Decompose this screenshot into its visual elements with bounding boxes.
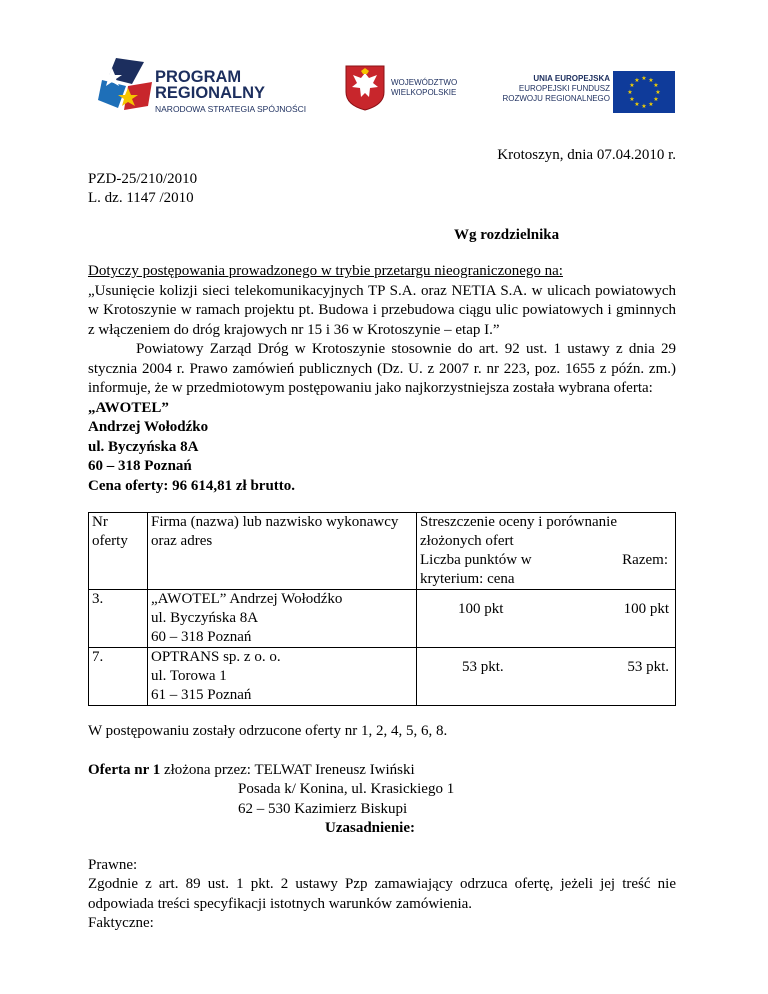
reference-ldz: L. dz. 1147 /2010 [88, 190, 194, 206]
row-firm [148, 648, 417, 706]
letterhead [0, 52, 768, 118]
program-regionalny-logo [98, 56, 158, 114]
voivodeship-line-2: WIELKOPOLSKIE [391, 88, 457, 97]
wielkopolska-eagle-shield-icon [345, 65, 385, 111]
table-header-row [89, 513, 676, 590]
row-nr: 7. [89, 648, 148, 706]
justification-heading: Uzasadnienie: [325, 820, 415, 836]
subject-heading: Dotyczy postępowania prowadzonego w trybie przetargu nieograniczonego na: [88, 263, 563, 279]
row-firm-city: 61 – 315 Poznań [151, 687, 252, 703]
table-row [89, 590, 676, 648]
reference-number: PZD-25/210/2010 [88, 170, 198, 187]
winner-person: Andrzej Wołodźko [88, 419, 209, 435]
header-sub-row [420, 551, 672, 589]
rejected-offers: W postępowaniu zostały odrzucone oferty nr 1, 2, 4, 5, 6, 8. [88, 723, 448, 739]
header-summary: Streszczenie oceny i porównanie złożonych ofert [420, 514, 617, 549]
offers-table [88, 512, 676, 706]
svg-text:★: ★ [648, 101, 654, 108]
svg-text:★: ★ [653, 82, 659, 89]
svg-text:★: ★ [655, 89, 661, 96]
svg-text:★: ★ [629, 82, 635, 89]
eu-line-2: EUROPEJSKI FUNDUSZ [518, 84, 610, 93]
eu-line-1: UNIA EUROPEJSKA [533, 74, 610, 83]
legal-text: Zgodnie z art. 89 ust. 1 pkt. 2 ustawy Pzp zamawiający odrzuca ofertę, jeżeli jej treść nie odpowiada treści specyfikacji istotnych warunków zamówienia. [88, 876, 676, 912]
header-summary-cell [417, 513, 676, 590]
wielkopolska-text [391, 78, 457, 98]
intro-paragraph: Powiatowy Zarząd Dróg w Krotoszynie stosownie do art. 92 ust. 1 ustawy z dnia 29 stycznia 2004 r. Prawo zamówień publicznych (Dz. U. z 2007 r. nr 223, poz. 1655 z późn. zm.) informuje, że w przedmiotowym postępowaniu jako najkorzystniejsza została wybrana oferta: [88, 341, 676, 396]
offer-address-1: Posada k/ Konina, ul. Krasickiego 1 [238, 781, 455, 797]
header-points: Liczba punktów w kryterium: cena [420, 552, 532, 587]
svg-text:★: ★ [627, 89, 633, 96]
svg-text:★: ★ [653, 96, 659, 103]
svg-text:★: ★ [648, 77, 654, 84]
legal-label: Prawne: [88, 856, 138, 873]
winner-street: ul. Byczyńska 8A [88, 438, 199, 455]
letter-body [88, 146, 676, 934]
place-date: Krotoszyn, dnia 07.04.2010 r. [497, 147, 676, 163]
offer-1-line [88, 761, 676, 781]
row-firm-name: OPTRANS sp. z o. o. [151, 649, 281, 665]
row-points: 53 pkt. [462, 659, 504, 675]
row-nr: 3. [89, 590, 148, 648]
row-points-values [420, 648, 672, 677]
header-firm: Firma (nazwa) lub nazwisko wykonawcy oraz adres [148, 513, 417, 590]
factual-label: Faktyczne: [88, 915, 154, 931]
row-points-values [420, 590, 672, 619]
svg-text:★: ★ [641, 75, 647, 82]
row-firm-city: 60 – 318 Poznań [151, 629, 252, 645]
program-title-1: PROGRAM [155, 68, 242, 86]
program-regionalny-text [155, 70, 306, 114]
row-firm-street: ul. Torowa 1 [151, 668, 227, 684]
row-total: 53 pkt. [627, 659, 669, 675]
eu-line-3: ROZWOJU REGIONALNEGO [502, 94, 610, 103]
row-total: 100 pkt [623, 601, 669, 617]
winner-name: „AWOTEL” [88, 399, 169, 416]
offer-by: złożona przez: TELWAT Ireneusz Iwiński [160, 761, 415, 778]
row-firm-street: ul. Byczyńska 8A [151, 610, 259, 626]
table-row [89, 648, 676, 706]
eu-text [502, 74, 610, 104]
row-points-cell [417, 590, 676, 648]
row-points-cell [417, 648, 676, 706]
svg-text:★: ★ [634, 77, 640, 84]
row-points: 100 pkt [458, 601, 504, 617]
svg-text:★: ★ [634, 101, 640, 108]
row-firm-name: „AWOTEL” Andrzej Wołodźko [151, 591, 343, 607]
subject-body: „Usunięcie kolizji sieci telekomunikacyjnych TP S.A. oraz NETIA S.A. w ulicach powiatowych w Krotoszynie w ramach projektu pt. Budowa i przebudowa ciągu ulic powiatowych i gminnych z włączeniem do dróg krajowych nr 15 i 36 w Krotoszynie – etap I.” [88, 282, 676, 338]
offer-address-2: 62 – 530 Kazimierz Biskupi [238, 800, 408, 817]
svg-text:★: ★ [641, 103, 647, 110]
program-title-2: REGIONALNY [155, 83, 266, 102]
row-firm [148, 590, 417, 648]
voivodeship-line-1: WOJEWÓDZTWO [391, 78, 458, 87]
winner-city: 60 – 318 Poznań [88, 458, 192, 474]
svg-text:★: ★ [629, 96, 635, 103]
program-subtitle: NARODOWA STRATEGIA SPÓJNOŚCI [155, 104, 307, 114]
header-nr: Nr oferty [89, 513, 148, 590]
header-total: Razem: [622, 552, 668, 568]
recipient: Wg rozdzielnika [454, 226, 560, 243]
winner-price: Cena oferty: 96 614,81 zł brutto. [88, 477, 296, 494]
eu-flag-icon [613, 71, 675, 113]
offer-label: Oferta nr 1 [88, 761, 161, 778]
